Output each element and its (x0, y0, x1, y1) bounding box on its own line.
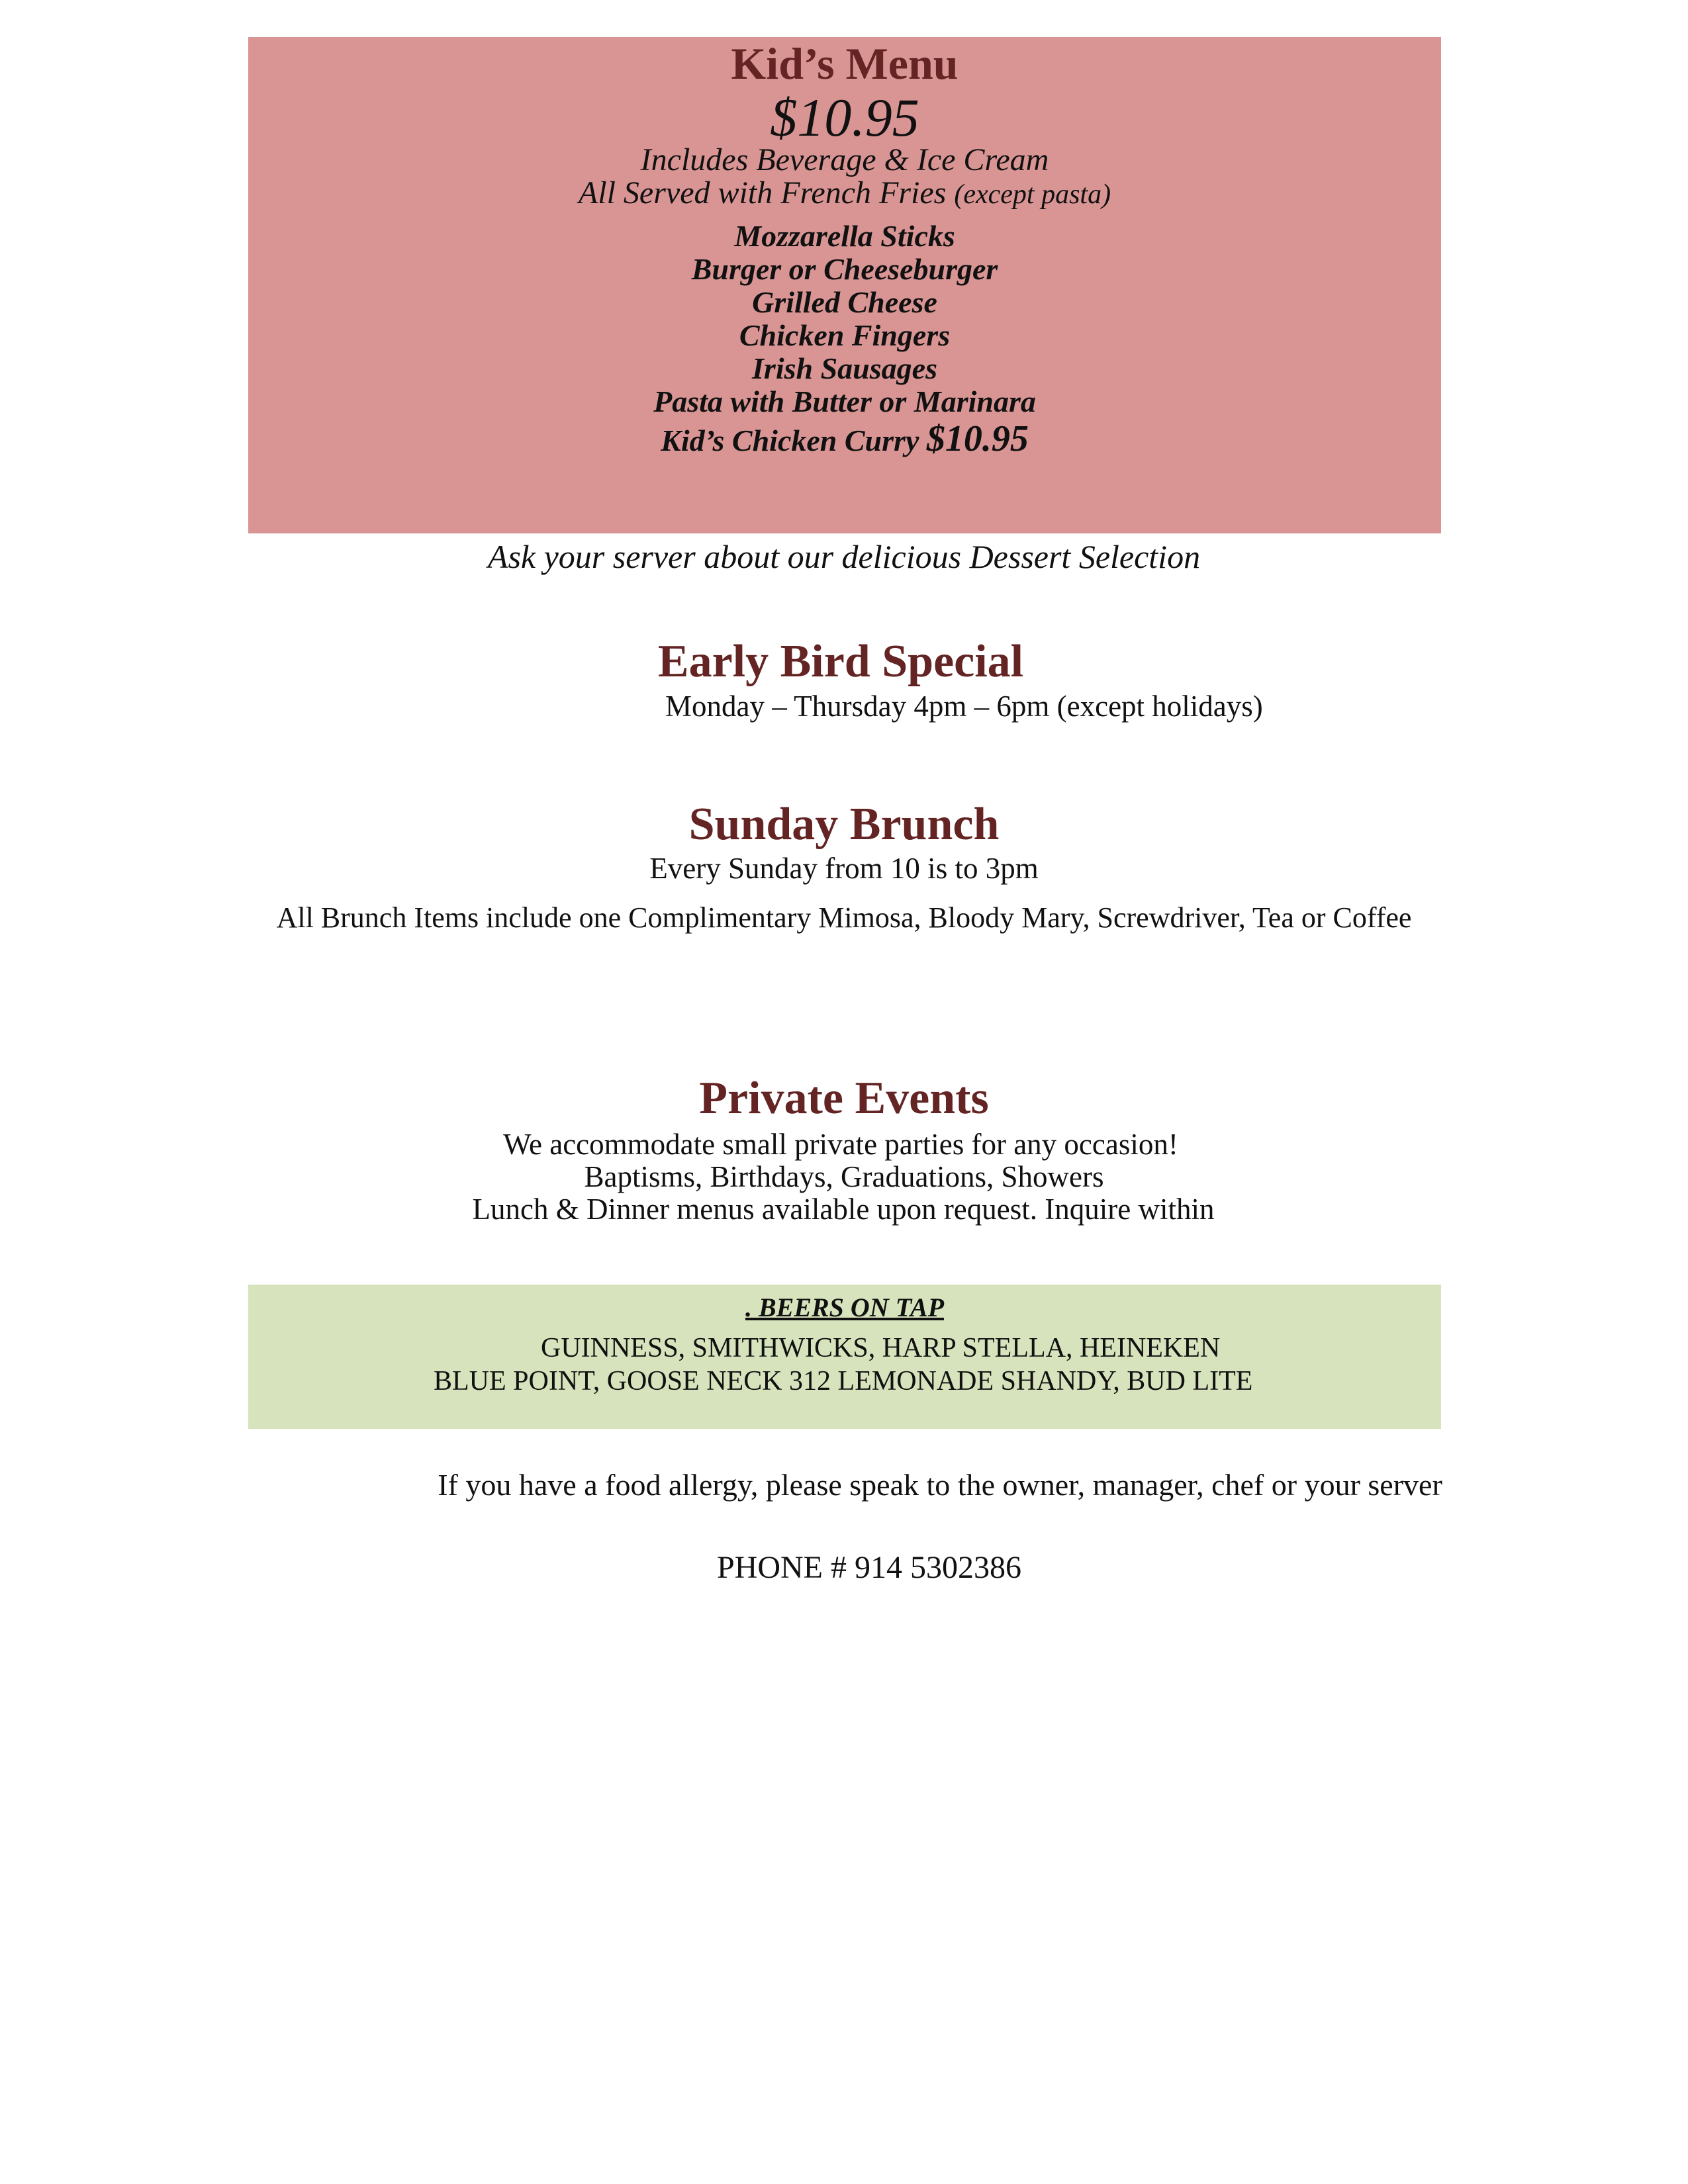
sunday-brunch-title: Sunday Brunch (688, 799, 1000, 850)
sunday-brunch-details: All Brunch Items include one Complimentary Mimosa, Bloody Mary, Screwdriver, Tea or Coffee (276, 901, 1412, 934)
kids-menu-box (248, 37, 1441, 533)
early-bird-title: Early Bird Special (657, 636, 1024, 687)
kids-menu-item: Irish Sausages (752, 351, 937, 385)
beers-on-tap-box (248, 1285, 1441, 1429)
kids-menu-item: Grilled Cheese (752, 285, 937, 319)
beers-line: BLUE POINT, GOOSE NECK 312 LEMONADE SHANDY, BUD LITE (434, 1366, 1253, 1396)
kids-menu-title: Kid’s Menu (731, 38, 959, 89)
beers-on-tap-title: . BEERS ON TAP (745, 1293, 945, 1322)
private-events-line: We accommodate small private parties for any occasion! (503, 1128, 1178, 1161)
kids-menu-price: $10.95 (770, 87, 919, 148)
private-events-line: Baptisms, Birthdays, Graduations, Showers (584, 1160, 1104, 1193)
kids-menu-special-item-price: $10.95 (926, 418, 1029, 459)
private-events-title: Private Events (699, 1073, 989, 1124)
allergy-note: If you have a food allergy, please speak to the owner, manager, chef or your server (438, 1468, 1442, 1502)
beers-line: GUINNESS, SMITHWICKS, HARP STELLA, HEINEKEN (541, 1333, 1221, 1363)
kids-menu-special-item-line (248, 418, 1441, 459)
dessert-note: Ask your server about our delicious Dessert Selection (487, 538, 1201, 575)
kids-menu-includes: Includes Beverage & Ice Cream (640, 142, 1049, 177)
kids-menu-item: Mozzarella Sticks (734, 219, 955, 253)
kids-menu-served-with-line (248, 175, 1441, 213)
kids-menu-item: Pasta with Butter or Marinara (653, 385, 1036, 418)
sunday-brunch-schedule: Every Sunday from 10 is to 3pm (649, 852, 1039, 885)
kids-menu-item: Burger or Cheeseburger (691, 252, 998, 286)
kids-menu-served-with: All Served with French Fries (578, 175, 947, 210)
private-events-line: Lunch & Dinner menus available upon request. Inquire within (472, 1193, 1215, 1226)
early-bird-schedule: Monday – Thursday 4pm – 6pm (except holidays) (665, 690, 1263, 723)
kids-menu-served-with-note: (except pasta) (954, 179, 1111, 210)
phone-number: PHONE # 914 5302386 (716, 1550, 1021, 1585)
kids-menu-special-item: Kid’s Chicken Curry (661, 424, 919, 457)
kids-menu-item: Chicken Fingers (739, 318, 951, 352)
